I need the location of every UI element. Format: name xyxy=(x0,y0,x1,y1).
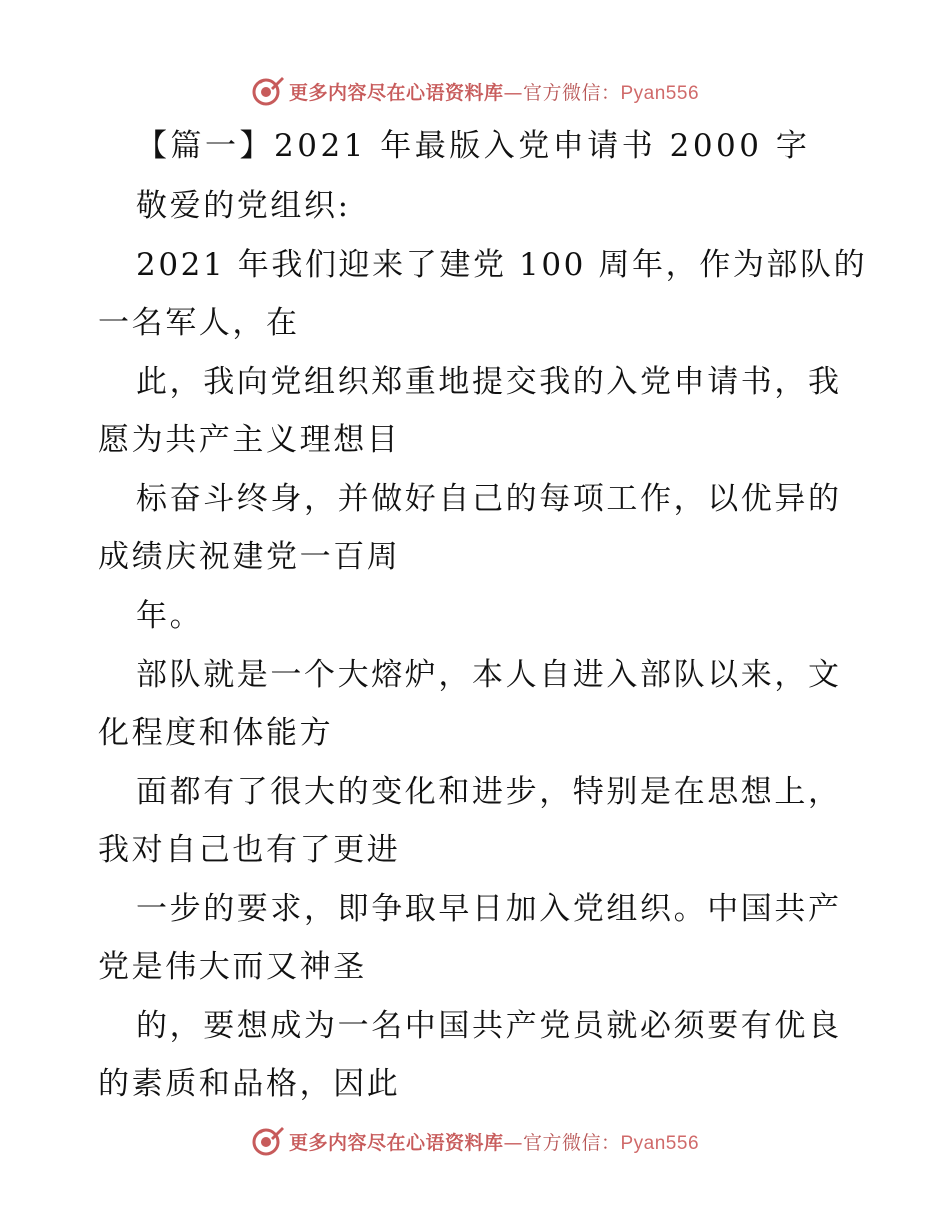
text-line: 2021 年我们迎来了建党 100 周年，作为部队的 xyxy=(136,247,868,283)
text-line: 我对自己也有了更进 xyxy=(98,832,401,868)
document-title: 【篇一】2021 年最版入党申请书 2000 字 xyxy=(136,128,811,164)
watermark-main: 更多内容尽在心语资料库 xyxy=(288,81,504,104)
text-line: 此，我向党组织郑重地提交我的入党申请书，我 xyxy=(136,364,842,400)
text-line: 化程度和体能方 xyxy=(98,715,334,751)
footer-watermark xyxy=(0,1121,950,1161)
watermark-separator: — xyxy=(503,81,523,104)
header-watermark xyxy=(0,71,950,111)
text-line: 愿为共产主义理想目 xyxy=(98,422,401,458)
text-line: 一名军人，在 xyxy=(98,305,300,341)
text-line: 成绩庆祝建党一百周 xyxy=(98,539,401,575)
text-line: 敬爱的党组织: xyxy=(136,188,351,224)
text-line: 年。 xyxy=(136,598,204,634)
watermark-text xyxy=(289,1128,699,1155)
text-line: 的，要想成为一名中国共产党员就必须要有优良 xyxy=(136,1008,842,1044)
text-line: 部队就是一个大熔炉，本人自进入部队以来，文 xyxy=(136,657,842,693)
text-line: 标奋斗终身，并做好自己的每项工作，以优异的 xyxy=(136,481,842,517)
watermark-wechat-label: 官方微信： xyxy=(522,81,621,104)
watermark-separator: — xyxy=(503,1131,523,1154)
pen-logo-icon xyxy=(251,1124,285,1158)
watermark-main: 更多内容尽在心语资料库 xyxy=(288,1131,504,1154)
watermark-text xyxy=(289,78,699,105)
text-line: 党是伟大而又神圣 xyxy=(98,949,367,985)
watermark-wechat-id: Pyan556 xyxy=(620,1132,700,1154)
pen-logo-icon xyxy=(251,74,285,108)
text-line: 面都有了很大的变化和进步，特别是在思想上， xyxy=(136,774,842,810)
text-line: 的素质和品格，因此 xyxy=(98,1066,401,1102)
text-line: 一步的要求，即争取早日加入党组织。中国共产 xyxy=(136,891,842,927)
watermark-wechat-label: 官方微信： xyxy=(522,1131,621,1154)
watermark-wechat-id: Pyan556 xyxy=(620,82,700,104)
